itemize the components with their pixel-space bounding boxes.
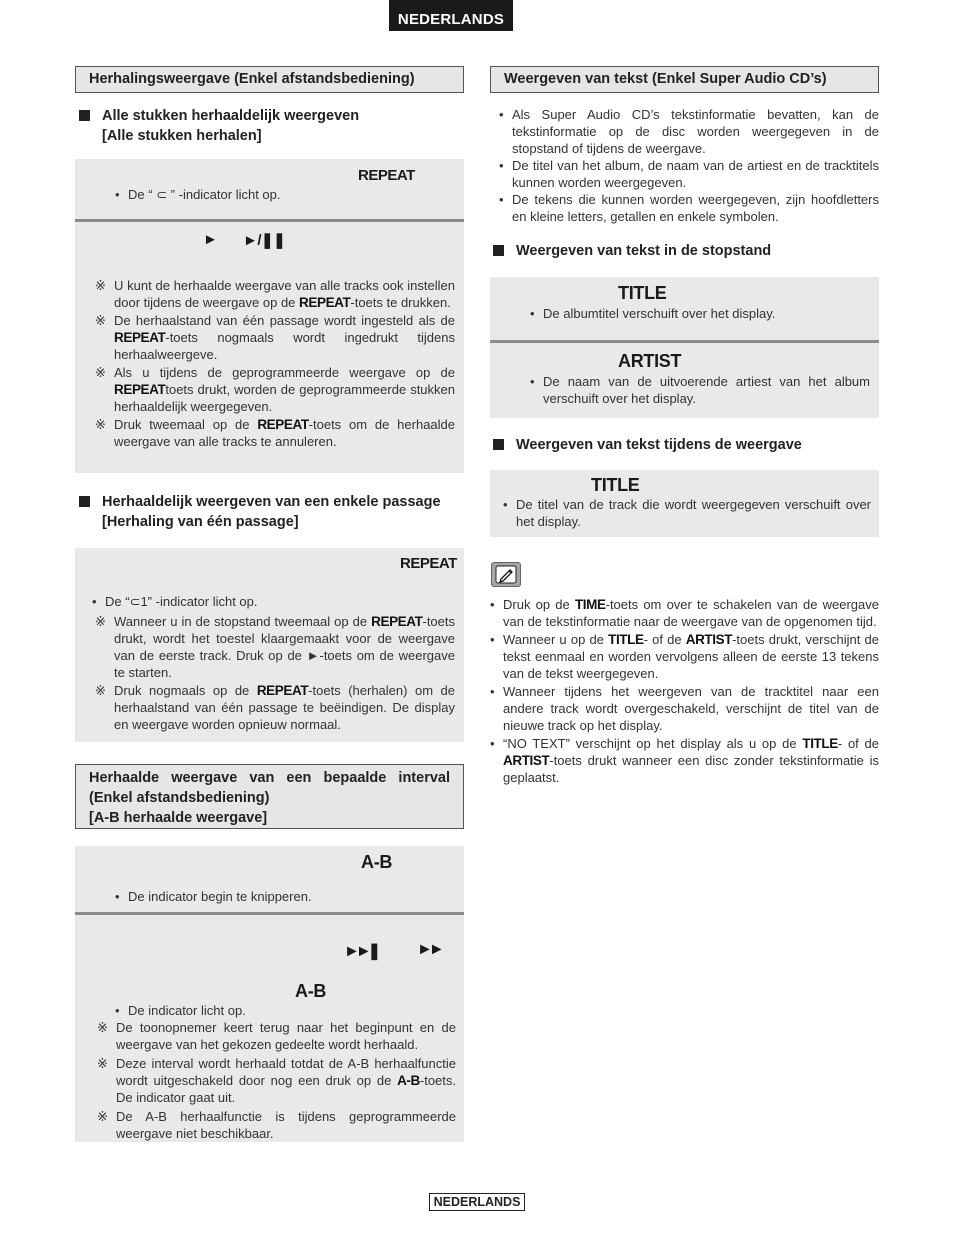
subheading-line: Weergeven van tekst in de stopstand — [516, 243, 772, 259]
subheading-line: [Alle stukken herhalen] — [102, 128, 262, 144]
note-item: ※ Druk tweemaal op de REPEAT-toets om de herhaalde weergave van alle tracks te annuleren. — [95, 417, 456, 449]
note-mark: ※ — [95, 313, 106, 328]
bullet-item — [115, 1002, 445, 1019]
subheading-text-playback — [493, 435, 878, 455]
section-header-ab-repeat — [75, 764, 464, 829]
bullet-item: • De naam van de uitvoerende artiest van het album verschuift over het display. — [530, 374, 870, 406]
step-panel — [75, 159, 464, 219]
intro-bullets — [499, 106, 879, 225]
step-panel — [490, 277, 879, 340]
square-bullet-icon — [493, 245, 504, 256]
step-panel — [75, 912, 464, 1142]
note-mark: ※ — [95, 614, 106, 629]
note-mark: ※ — [97, 1056, 108, 1071]
bullet-item: • De tekens die kunnen worden weergegeven, zijn hoofdletters en kleine letters, getallen en enkele symbolen. — [499, 192, 879, 224]
repeat-key-label: REPEAT — [400, 555, 457, 572]
bullet-text: De “ ⊂ ” -indicator licht op. — [128, 187, 281, 202]
subheading-line: Alle stukken herhaaldelijk weergeven — [102, 108, 360, 124]
bullet-item: • Wanneer u op de TITLE- of de ARTIST-toets drukt, verschijnt de tekst eenmaal en worden vervolgens alleen de eerste 13 tekens van de tekst weergegeven. — [490, 632, 879, 681]
section-header-line: (Enkel afstandsbediening) — [89, 790, 270, 806]
note-item: ※ De A-B herhaalfunctie is tijdens geprogrammeerde weergave niet beschikbaar. — [97, 1109, 456, 1141]
notes-list — [95, 613, 455, 733]
bullet-item — [115, 888, 445, 905]
step-panel — [75, 846, 464, 912]
repeat-key-label: REPEAT — [358, 167, 415, 184]
note-item: ※ Druk nogmaals op de REPEAT-toets (herhalen) om de herhaalstand van één passage te beëindigen. De display en weergave worden opnieuw normaal. — [95, 683, 456, 732]
step-panel — [75, 548, 464, 742]
bullet-item: • Druk op de TIME-toets om over te schakelen van de weergave van de tekstinformatie naar de weergave van de opgenomen tijd. — [490, 597, 879, 629]
note-mark: ※ — [95, 683, 106, 698]
bullet-item: • “NO TEXT” verschijnt op het display als u op de TITLE- of de ARTIST-toets drukt wanneer een disc zonder tekstinformatie is geplaatst. — [490, 736, 879, 785]
note-mark: ※ — [95, 365, 106, 380]
note-mark: ※ — [95, 278, 106, 293]
ab-key-label: A-B — [295, 981, 327, 1001]
square-bullet-icon — [79, 496, 90, 507]
ab-key-label: A-B — [361, 852, 393, 872]
footer-language-label: NEDERLANDS — [429, 1193, 525, 1211]
notes-list — [95, 277, 455, 450]
bullet-item: • Wanneer tijdens het weergeven van de tracktitel naar een andere track wordt overgeschakeld, verschijnt de titel van de nieuwe track op het display. — [490, 684, 879, 733]
note-item: ※ Wanneer u in de stopstand tweemaal op de REPEAT-toets drukt, wordt het toestel klaargemaakt voor de weergave van de eerste track. Druk op de ►-toets om de weergave te starten. — [95, 614, 455, 680]
subheading-repeat-single — [79, 492, 469, 532]
bullet-text: De indicator licht op. — [128, 1003, 246, 1018]
note-item: ※ Deze interval wordt herhaald totdat de A-B herhaalfunctie wordt uitgeschakeld door nog een druk op de A-B-toets. De indicator gaat uit. — [97, 1056, 456, 1105]
title-key-label: TITLE — [591, 475, 640, 495]
language-tab: NEDERLANDS — [389, 0, 513, 31]
subheading-repeat-all — [79, 106, 464, 146]
play-pause-icon: ►/❚❚ — [243, 232, 286, 249]
pencil-icon — [491, 562, 521, 587]
section-header-text-display — [490, 66, 879, 93]
note-item: ※ De toonopnemer keert terug naar het beginpunt en de weergave van het gekozen gedeelte wordt herhaald. — [97, 1020, 456, 1052]
bullet-item — [115, 186, 445, 203]
bullet-item: • De titel van het album, de naam van de artiest en de tracktitels kunnen worden weergegeven. — [499, 158, 879, 190]
subheading-line: Herhaaldelijk weergeven van een enkele passage — [102, 494, 441, 510]
step-panel — [75, 219, 464, 473]
play-icon: ► — [203, 231, 218, 248]
notes-list — [490, 596, 879, 786]
square-bullet-icon — [493, 439, 504, 450]
subheading-line: Weergeven van tekst tijdens de weergave — [516, 437, 802, 453]
bullet-item: • De albumtitel verschuift over het display. — [530, 306, 776, 321]
subheading-text-stop — [493, 241, 878, 261]
section-header-repeat-text: Herhalingsweergave (Enkel afstandsbediening) — [89, 71, 415, 87]
skip-forward-icon: ►►❚ — [344, 943, 378, 960]
note-mark: ※ — [95, 417, 106, 432]
subheading-line: [Herhaling van één passage] — [102, 514, 299, 530]
note-item: ※ U kunt de herhaalde weergave van alle tracks ook instellen door tijdens de weergave op de REPEAT-toets te drukken. — [95, 278, 455, 310]
note-mark: ※ — [97, 1109, 108, 1124]
fast-forward-icon: ►► — [417, 941, 441, 958]
notes-list — [97, 1019, 456, 1142]
section-header-repeat — [75, 66, 464, 93]
bullet-mark: • — [115, 889, 120, 904]
step-panel — [490, 470, 879, 537]
note-item: ※ De herhaalstand van één passage wordt ingesteld als de REPEAT-toets nogmaals wordt ingedrukt tijdens herhaalweergeve. — [95, 313, 455, 362]
bullet-item: • Als Super Audio CD’s tekstinformatie bevatten, kan de tekstinformatie op de disc worden weergegeven in de stopstand of tijdens de weergave. — [499, 107, 879, 156]
note-item: ※ Als u tijdens de geprogrammeerde weergave op de REPEATtoets drukt, worden de geprogrammeerde stukken herhaaldelijk weergegeven. — [95, 365, 455, 414]
bullet-text: De “⊂1” -indicator licht op. — [105, 594, 258, 609]
bullet-mark: • — [115, 187, 120, 202]
section-header-line: Herhaalde weergave van een bepaalde interval — [89, 770, 450, 786]
title-key-label: TITLE — [618, 283, 667, 303]
bullet-item — [92, 593, 432, 610]
step-panel — [490, 340, 879, 418]
bullet-text: De indicator begin te knipperen. — [128, 889, 312, 904]
pencil-icon-graphic — [492, 563, 520, 586]
section-header-text-display-text: Weergeven van tekst (Enkel Super Audio CD’s) — [504, 71, 827, 87]
section-header-line: [A-B herhaalde weergave] — [89, 810, 268, 826]
note-mark: ※ — [97, 1020, 108, 1035]
bullet-mark: • — [115, 1003, 120, 1018]
bullet-item: • De titel van de track die wordt weergegeven verschuift over het display. — [503, 497, 871, 529]
artist-key-label: ARTIST — [618, 351, 682, 371]
square-bullet-icon — [79, 110, 90, 121]
bullet-mark: • — [92, 594, 97, 609]
